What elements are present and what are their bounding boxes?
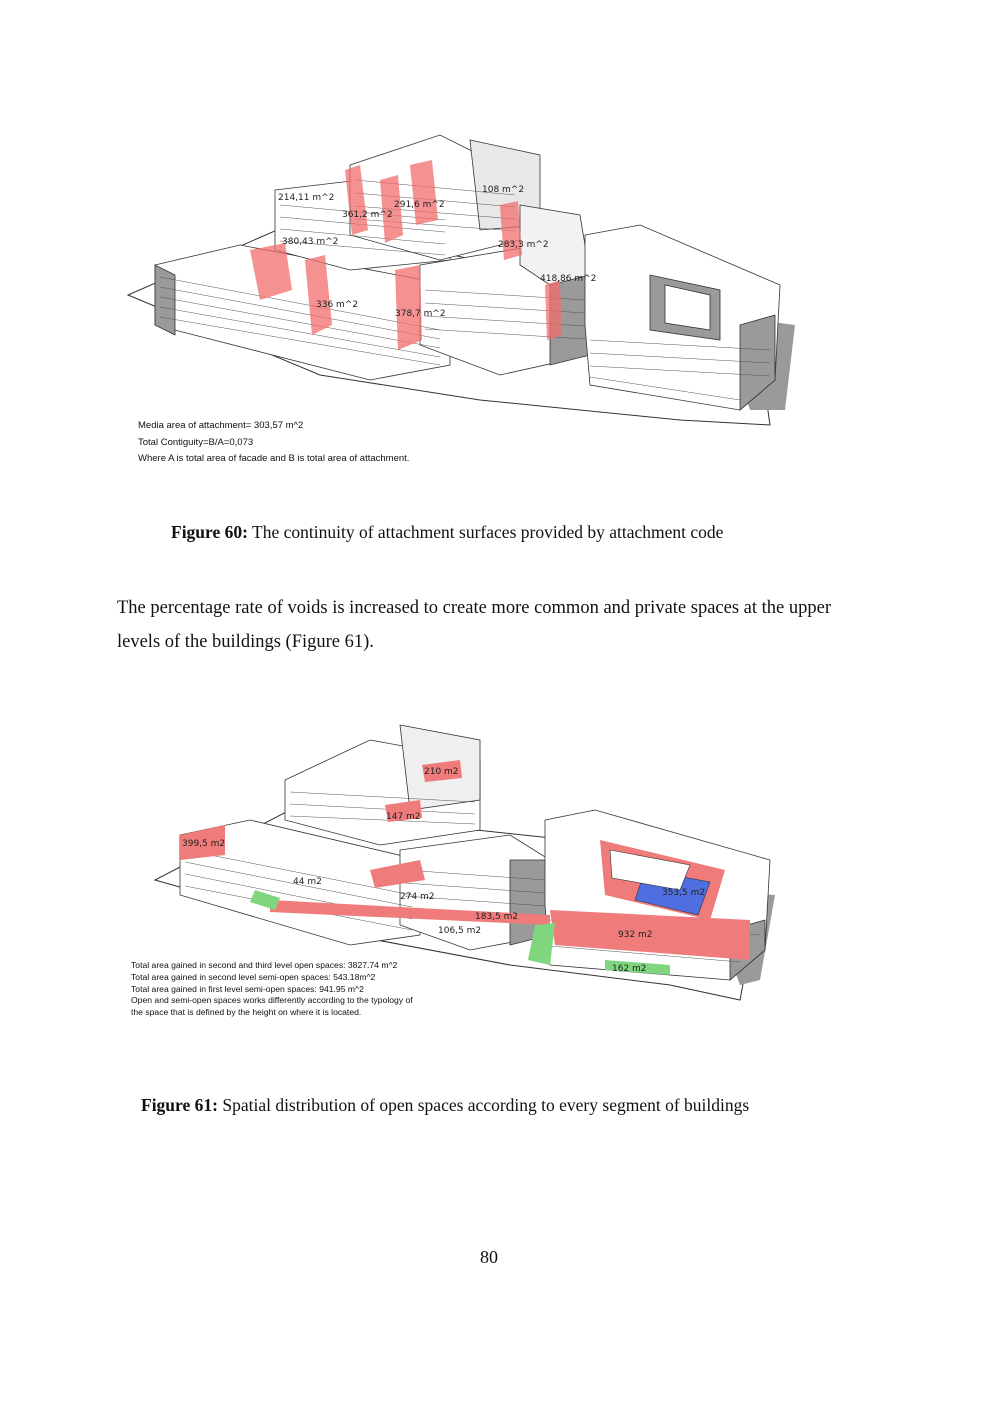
fig60-label: 283,3 m^2 — [498, 240, 549, 250]
fig61-label: 106,5 m2 — [438, 926, 482, 936]
fig61-label: 274 m2 — [400, 892, 435, 902]
figure-60-caption-label: Figure 60: — [171, 522, 248, 542]
figure-60-diagram — [120, 125, 800, 435]
figure-60-caption — [171, 522, 723, 543]
fig60-label: 378,7 m^2 — [395, 309, 446, 319]
fig60-label: 108 m^2 — [482, 185, 525, 195]
fig61-note: Total area gained in first level semi-open spaces: 941.95 m^2 — [131, 983, 364, 994]
fig61-note: the space that is defined by the height on where it is located. — [131, 1007, 362, 1018]
body-paragraph: The percentage rate of voids is increased to create more common and private spaces at the upper levels of the buildings (Figure 61). — [117, 598, 831, 652]
fig60-label: 291,6 m^2 — [394, 200, 445, 210]
fig61-label: 932 m2 — [618, 930, 653, 940]
fig60-note: Media area of attachment= 303,57 m^2 — [138, 420, 304, 431]
fig60-label: 361,2 m^2 — [342, 210, 393, 220]
fig61-label: 162 m2 — [612, 964, 647, 974]
figure-60-caption-text: The continuity of attachment surfaces provided by attachment code — [247, 522, 724, 542]
fig61-note: Total area gained in second level semi-open spaces: 543.18m^2 — [131, 971, 376, 982]
fig61-label: 183,5 m2 — [475, 912, 519, 922]
page-number: 80 — [480, 1247, 498, 1267]
fig61-label: 399,5 m2 — [182, 839, 226, 849]
fig60-label: 214,11 m^2 — [278, 193, 335, 203]
figure-60-labels — [120, 125, 800, 435]
fig60-label: 336 m^2 — [316, 300, 359, 310]
fig61-label: 44 m2 — [293, 877, 322, 887]
fig60-note: Where A is total area of facade and B is total area of attachment. — [138, 453, 410, 464]
fig61-label: 353,5 m2 — [662, 888, 706, 898]
fig61-note: Total area gained in second and third level open spaces: 3827.74 m^2 — [131, 960, 398, 970]
figure-61-notes — [131, 960, 413, 1019]
figure-60-notes — [138, 418, 409, 468]
fig60-label: 380,43 m^2 — [282, 237, 339, 247]
figure-61-caption-label: Figure 61: — [141, 1095, 218, 1115]
fig61-note: Open and semi-open spaces works differently according to the typology of — [131, 995, 413, 1006]
fig60-note: Total Contiguity=B/A=0,073 — [138, 436, 254, 448]
fig60-label: 418,86 m^2 — [540, 274, 597, 284]
figure-61-caption — [141, 1095, 749, 1116]
fig61-label: 147 m2 — [386, 812, 421, 822]
figure-61-caption-text: Spatial distribution of open spaces according to every segment of buildings — [217, 1095, 750, 1115]
fig61-label: 210 m2 — [424, 767, 459, 777]
